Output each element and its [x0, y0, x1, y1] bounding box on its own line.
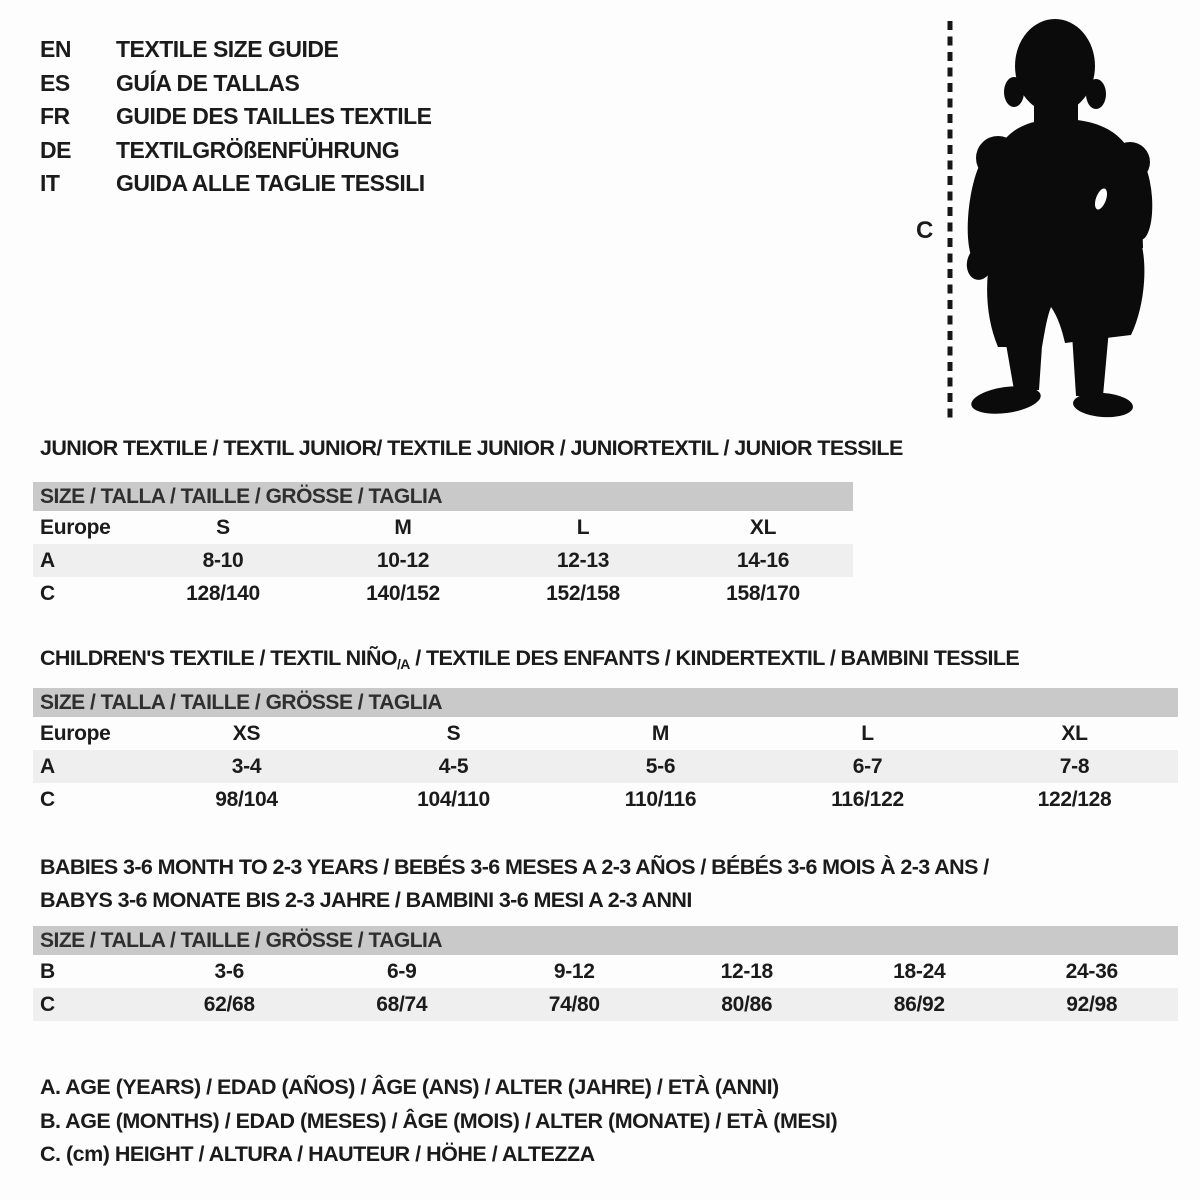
column-header: XL — [749, 515, 777, 539]
column-header: XS — [232, 721, 261, 745]
table-row-height — [33, 783, 1178, 816]
row-label: A — [40, 548, 55, 572]
children-title-subscript: /A — [397, 656, 410, 672]
language-row — [40, 33, 432, 67]
language-code: DE — [40, 136, 71, 163]
cell-value: 6-9 — [387, 959, 417, 983]
cell-value: 86/92 — [893, 992, 945, 1016]
table-header-row — [33, 511, 853, 544]
junior-section-title: JUNIOR TEXTILE / TEXTIL JUNIOR/ TEXTILE JUNIOR / JUNIORTEXTIL / JUNIOR TESSILE — [40, 436, 903, 460]
table-row-age — [33, 750, 1178, 783]
cell-value: 128/140 — [186, 581, 260, 605]
cell-value: 24-36 — [1065, 959, 1118, 983]
table-row-height — [33, 988, 1178, 1021]
cell-value: 14-16 — [736, 548, 790, 572]
cell-value: 98/104 — [215, 787, 278, 811]
legend — [40, 1071, 837, 1172]
cell-value: 18-24 — [893, 959, 946, 983]
children-title-text: CHILDREN'S TEXTILE / TEXTIL NIÑO — [40, 646, 398, 670]
language-code: EN — [40, 36, 71, 62]
table-row-age-months — [33, 955, 1178, 988]
cell-value: 8-10 — [202, 548, 244, 572]
language-title: TEXTILE SIZE GUIDE — [116, 36, 339, 62]
junior-size-table — [33, 482, 853, 610]
legend-line-c: C. (cm) HEIGHT / ALTURA / HAUTEUR / HÖHE / ALTEZZA — [40, 1142, 595, 1166]
babies-section-title — [40, 851, 989, 917]
legend-line-a: A. AGE (YEARS) / EDAD (AÑOS) / ÂGE (ANS) / ALTER (JAHRE) / ETÀ (ANNI) — [40, 1075, 779, 1099]
language-code: ES — [40, 69, 70, 96]
size-header-bar: SIZE / TALLA / TAILLE / GRÖSSE / TAGLIA — [33, 688, 1178, 717]
cell-value: 80/86 — [721, 992, 773, 1016]
cell-value: 9-12 — [553, 959, 595, 983]
height-measure-dashed-line-icon — [945, 19, 955, 421]
cell-value: 140/152 — [366, 581, 440, 605]
cell-value: 3-6 — [214, 959, 244, 983]
column-header: M — [394, 515, 412, 539]
language-row — [40, 67, 432, 101]
cell-value: 68/74 — [376, 992, 428, 1016]
legend-line-b: B. AGE (MONTHS) / EDAD (MESES) / ÂGE (MOIS) / ALTER (MONATE) / ETÀ (MESI) — [40, 1108, 838, 1133]
region-label: Europe — [40, 515, 111, 539]
row-label: C — [40, 992, 55, 1016]
row-label: C — [40, 581, 55, 605]
language-code: IT — [40, 170, 60, 196]
cell-value: 122/128 — [1037, 787, 1112, 811]
column-header: M — [651, 721, 670, 745]
size-header-bar: SIZE / TALLA / TAILLE / GRÖSSE / TAGLIA — [33, 926, 1178, 955]
language-title: TEXTILGRÖßENFÜHRUNG — [116, 136, 400, 163]
cell-value: 12-18 — [720, 959, 773, 983]
children-size-table — [33, 688, 1178, 816]
row-label: C — [40, 787, 55, 811]
height-measure-label-c: C — [916, 217, 934, 244]
row-label: B — [40, 959, 55, 983]
cell-value: 12-13 — [556, 548, 610, 572]
cell-value: 6-7 — [852, 754, 883, 778]
language-row — [40, 134, 432, 168]
children-section-title — [40, 646, 1019, 672]
column-header: XL — [1061, 721, 1088, 745]
babies-section-title-line1: BABIES 3-6 MONTH TO 2-3 YEARS / BEBÉS 3-6 MESES A 2-3 AÑOS / BÉBÉS 3-6 MOIS À 2-3 ANS / — [40, 855, 989, 879]
cell-value: 104/110 — [417, 787, 490, 811]
children-title-text: / TEXTILE DES ENFANTS / KINDERTEXTIL / BAMBINI TESSILE — [409, 646, 1020, 670]
cell-value: 152/158 — [546, 581, 620, 605]
language-title: GUIDE DES TAILLES TEXTILE — [116, 103, 432, 129]
cell-value: 4-5 — [438, 754, 469, 778]
cell-value: 92/98 — [1066, 992, 1118, 1016]
size-header-bar: SIZE / TALLA / TAILLE / GRÖSSE / TAGLIA — [33, 482, 853, 511]
language-code: FR — [40, 103, 70, 129]
cell-value: 7-8 — [1059, 754, 1090, 778]
cell-value: 5-6 — [645, 754, 676, 778]
row-label: A — [40, 754, 55, 778]
language-title: GUIDA ALLE TAGLIE TESSILI — [116, 170, 425, 196]
table-header-row — [33, 717, 1178, 750]
region-label: Europe — [40, 721, 111, 745]
table-row-height — [33, 577, 853, 610]
babies-size-table — [33, 926, 1178, 1021]
cell-value: 110/116 — [624, 787, 697, 811]
table-row-age — [33, 544, 853, 577]
column-header: S — [446, 721, 461, 745]
language-title: GUÍA DE TALLAS — [116, 69, 300, 96]
babies-section-title-line2: BABYS 3-6 MONATE BIS 2-3 JAHRE / BAMBINI 3-6 MESI A 2-3 ANNI — [40, 888, 692, 912]
cell-value: 62/68 — [203, 992, 255, 1016]
language-row — [40, 100, 432, 134]
cell-value: 74/80 — [548, 992, 600, 1016]
language-row — [40, 167, 432, 201]
column-header: S — [216, 515, 230, 539]
language-title-list — [40, 33, 432, 201]
column-header: L — [576, 515, 590, 539]
cell-value: 158/170 — [726, 581, 800, 605]
cell-value: 10-12 — [376, 548, 430, 572]
cell-value: 3-4 — [231, 754, 262, 778]
height-measure-figure — [890, 14, 1190, 426]
baby-silhouette-icon — [962, 16, 1168, 422]
cell-value: 116/122 — [831, 787, 904, 811]
column-header: L — [861, 721, 874, 745]
